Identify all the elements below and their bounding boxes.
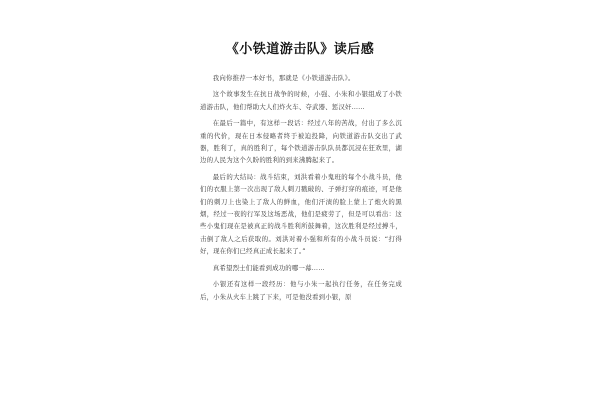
paragraph: 最后的大结局：战斗结束，刘洪看着小鬼班的每个小战斗员，他们的衣服上第一次出现了敌人刺刀戳破的、子弹打穿的痕迹，可是他们的刺刀上也染上了敌人的鲜血，他们汗渍的脸上蒙上了炮火的黑烟，经过一夜的行军及这场恶战，他们是疲劳了，但是可以看出：这些小鬼们现在是被真正的战斗胜利所鼓舞着，这次胜利是经过搏斗，击倒了敌人之后获取的。刘洪对着小强和所有的小战斗员说：“打得好，现在你们已经真正成长起来了。” (200, 172, 402, 256)
paragraph: 在最后一篇中，有这样一段话：经过八年的苦战，付出了多么沉重的代价，现在日本侵略者终于被迫投降，向铁道游击队交出了武器，胜利了，真的胜利了，每个铁道游击队队员都沉浸在狂欢里，湖边的人民为这个久盼的胜利的到来沸腾起来了。 (200, 119, 402, 165)
paragraph: 这个故事发生在抗日战争的时候，小强、小朱和小银组成了小铁道游击队，他们帮助大人们炸火车、夺武器、惩汉奸…… (200, 90, 402, 111)
page-title: 《小铁道游击队》读后感 (225, 42, 375, 57)
paragraph: 我向你推荐一本好书，那就是《小铁道游击队》。 (212, 74, 355, 82)
paragraph: 小银还有这样一段经历：他与小朱一起执行任务，在任务完成后，小朱从火车上跳了下来，可是他没看到小银，原 (200, 280, 402, 301)
paragraph: 真希望烈士们能看到成功的哪一幕…… (212, 263, 325, 272)
article-body (200, 72, 402, 307)
